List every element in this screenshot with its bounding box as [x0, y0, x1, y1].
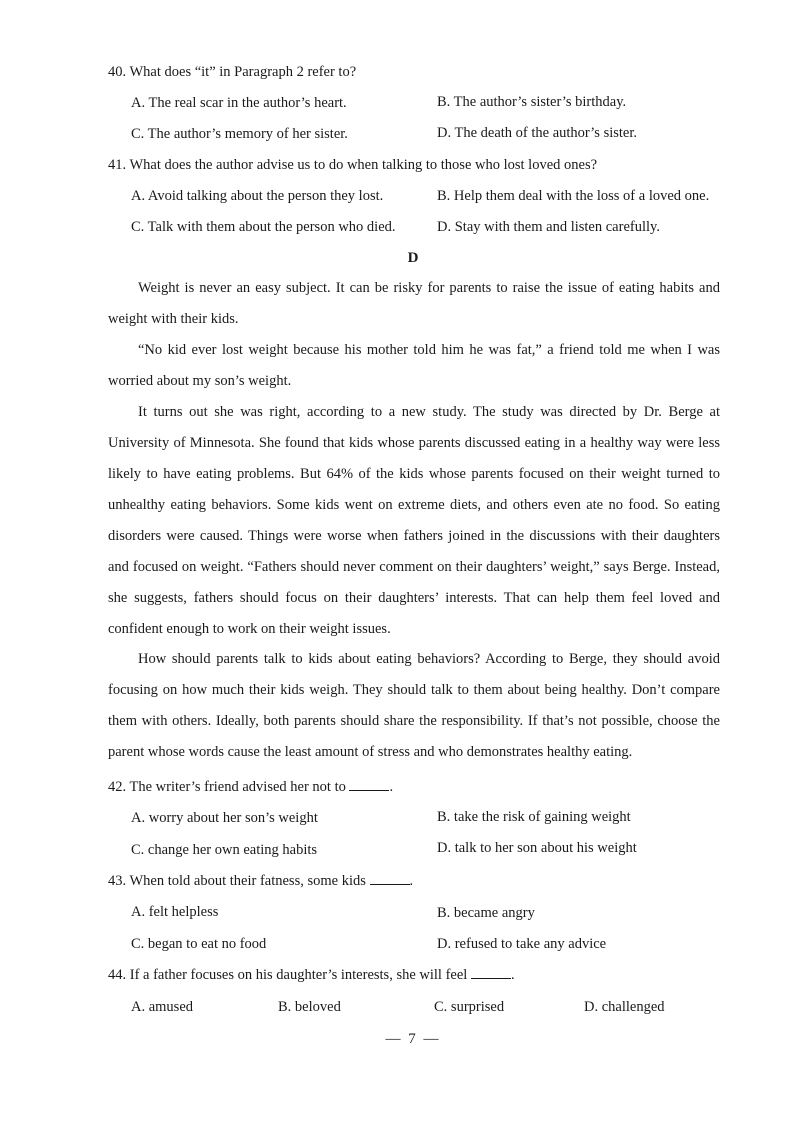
question-42-option-a: A. worry about her son’s weight	[131, 810, 318, 826]
question-41-option-b: B. Help them deal with the loss of a loved one.	[437, 188, 710, 204]
question-44-blank	[471, 966, 511, 979]
question-44-stem	[108, 965, 515, 985]
question-43-blank	[370, 872, 410, 885]
question-43-option-b: B. became angry	[437, 905, 535, 921]
question-44-stem-text: 44. If a father focuses on his daughter’s interests, she will feel	[108, 967, 468, 983]
question-43-stem-end: .	[409, 873, 414, 889]
question-40-option-b: B. The author’s sister’s birthday.	[437, 94, 627, 110]
question-42-option-b: B. take the risk of gaining weight	[437, 809, 631, 825]
question-42-blank	[349, 778, 389, 791]
question-40-option-d: D. The death of the author’s sister.	[437, 125, 638, 141]
passage-paragraph-4: How should parents talk to kids about eating behaviors? According to Berge, they should avoid focusing on how much their kids weigh. They should talk to them about being healthy. Don’t compare them with others. Ideally, both parents should share the responsibility. If that’s not possible, choose the parent whose words cause the least amount of stress and who demonstrates healthy eating.	[108, 651, 720, 760]
question-41-stem: 41. What does the author advise us to do when talking to those who lost loved ones?	[108, 157, 598, 173]
question-43-option-c: C. began to eat no food	[131, 936, 267, 952]
question-43-option-d: D. refused to take any advice	[437, 936, 607, 952]
question-42-stem-text: 42. The writer’s friend advised her not to	[108, 779, 346, 795]
question-40-option-a: A. The real scar in the author’s heart.	[131, 95, 347, 111]
question-41-option-a: A. Avoid talking about the person they lost.	[131, 188, 384, 204]
question-44-stem-end: .	[510, 967, 515, 983]
passage-paragraph-3: It turns out she was right, according to a new study. The study was directed by Dr. Berge at University of Minnesota. She found that kids whose parents discussed eating in a healthy way were less likely to have eating problems. But 64% of the kids whose parents focused on their weight turned to unhealthy eating behaviors. Some kids went on extreme diets, and others even ate no food. So eating disorders were caused. Things were worse when fathers joined in the discussions with their daughters and focused on weight. “Fathers should never comment on their daughters’ weight,” says Berge. Instead, she suggests, fathers should focus on their daughters’ interests. That can help them feel loved and confident enough to work on their weight issues.	[108, 404, 720, 637]
question-42-option-c: C. change her own eating habits	[131, 842, 318, 858]
page-number: — 7 —	[385, 1031, 441, 1047]
question-41-option-d: D. Stay with them and listen carefully.	[437, 219, 660, 235]
question-44-option-b: B. beloved	[278, 999, 341, 1015]
passage-paragraph-1: Weight is never an easy subject. It can be risky for parents to raise the issue of eating habits and weight with their kids.	[108, 280, 720, 327]
question-43-stem	[108, 871, 413, 891]
question-43-stem-text: 43. When told about their fatness, some kids	[108, 873, 366, 889]
question-44-option-d: D. challenged	[584, 999, 665, 1015]
question-44-option-c: C. surprised	[434, 999, 505, 1015]
question-42-stem	[108, 777, 393, 797]
passage-paragraph-2: “No kid ever lost weight because his mother told him he was fat,” a friend told me when I was worried about my son’s weight.	[108, 342, 720, 389]
section-heading: D	[407, 250, 419, 266]
question-42-option-d: D. talk to her son about his weight	[437, 840, 637, 856]
question-40-option-c: C. The author’s memory of her sister.	[131, 126, 348, 142]
question-42-stem-end: .	[389, 779, 394, 795]
question-41-option-c: C. Talk with them about the person who died.	[131, 219, 396, 235]
question-43-option-a: A. felt helpless	[131, 904, 219, 920]
question-40-stem: 40. What does “it” in Paragraph 2 refer to?	[108, 64, 357, 80]
question-44-option-a: A. amused	[131, 999, 194, 1015]
